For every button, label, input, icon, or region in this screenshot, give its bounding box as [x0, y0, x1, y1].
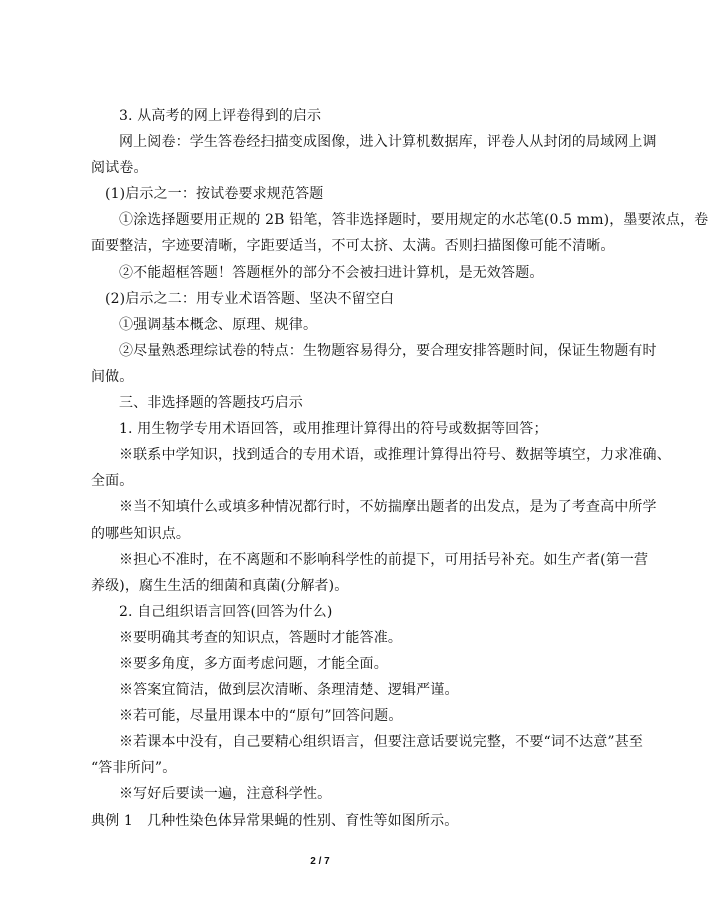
paragraph-line: ※若可能，尽量用课本中的“原句”回答问题。 [119, 708, 403, 725]
paragraph-line: ②尽量熟悉理综试卷的特点：生物题容易得分，要合理安排答题时间，保证生物题有时 [119, 342, 657, 359]
paragraph-line: ※当不知填什么或填多种情况都行时，不妨揣摩出题者的出发点，是为了考查高中所学 [119, 499, 657, 516]
paragraph-line: 阅试卷。 [91, 160, 148, 177]
paragraph-line: 面要整洁，字迹要清晰，字距要适当，不可太挤、太满。否则扫描图像可能不清晰。 [91, 238, 615, 255]
section-heading: 3. 从高考的网上评卷得到的启示 [119, 108, 322, 124]
example-heading: 典例 1 几种性染色体异常果蝇的性别、育性等如图所示。 [91, 812, 459, 829]
subsection-heading: (2)启示之二：用专业术语答题、坚决不留空白 [105, 290, 395, 307]
paragraph-line: ※要多角度，多方面考虑问题，才能全面。 [119, 655, 388, 672]
paragraph-line: 的哪些知识点。 [91, 525, 191, 542]
paragraph-line: ※担心不准时，在不离题和不影响科学性的前提下，可用括号补充。如生产者(第一营 [119, 551, 649, 568]
document-body [91, 103, 708, 834]
paragraph-line: ※联系中学知识，找到适合的专用术语，或推理计算得出符号、数据等填空，力求准确、 [119, 447, 671, 464]
page-number: 2 / 7 [310, 856, 330, 867]
subsection-heading: (1)启示之一：按试卷要求规范答题 [105, 186, 324, 203]
paragraph-line: ②不能超框答题！答题框外的部分不会被扫进计算机，是无效答题。 [119, 264, 544, 281]
paragraph-line: “答非所问”。 [91, 760, 177, 777]
paragraph-line: 全面。 [91, 473, 134, 490]
section-heading: 三、非选择题的答题技巧启示 [119, 395, 303, 412]
paragraph-line: ①涂选择题要用正规的 2B 铅笔，答非选择题时，要用规定的水芯笔(0.5 mm)，墨要浓点，卷 [119, 212, 708, 229]
paragraph-line: ①强调基本概念、原理、规律。 [119, 316, 318, 333]
paragraph-line: ※要明确其考查的知识点，答题时才能答准。 [119, 629, 402, 646]
subsection-heading: 2. 自己组织语言回答(回答为什么) [119, 603, 333, 620]
paragraph-line: 间做。 [91, 368, 134, 385]
paragraph-line: 网上阅卷：学生答卷经扫描变成图像，进入计算机数据库，评卷人从封闭的局域网上调 [119, 134, 657, 151]
paragraph-line: 1. 用生物学专用术语回答，或用推理计算得出的符号或数据等回答； [119, 421, 548, 438]
paragraph-line: ※答案宜简洁，做到层次清晰、条理清楚、逻辑严谨。 [119, 682, 459, 699]
paragraph-line: 养级)，腐生生活的细菌和真菌(分解者)。 [91, 577, 349, 594]
paragraph-line: ※写好后要读一遍，注意科学性。 [119, 786, 332, 803]
paragraph-line: ※若课本中没有，自己要精心组织语言，但要注意话要说完整，不要“词不达意”甚至 [119, 734, 644, 751]
